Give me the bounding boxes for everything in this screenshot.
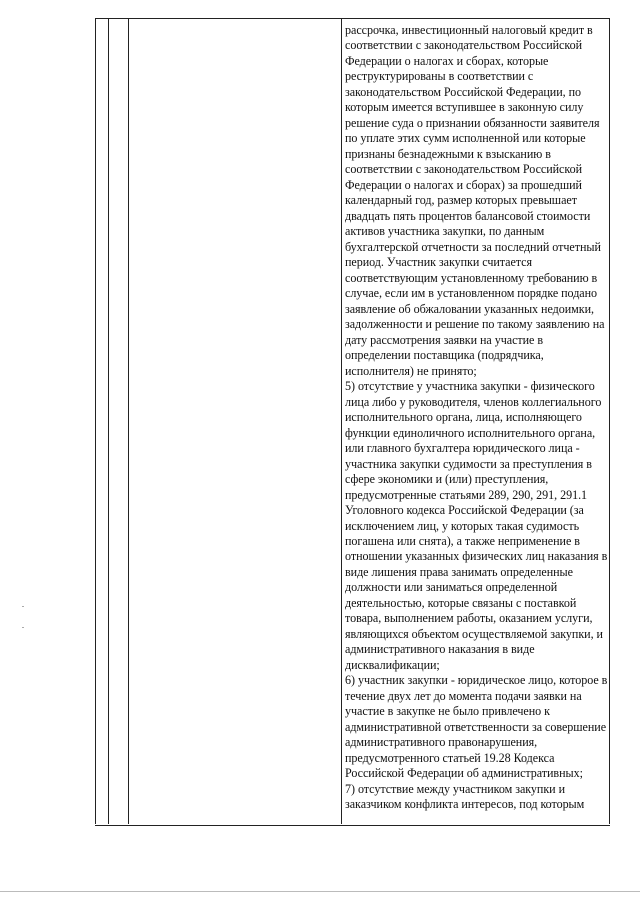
text-line: административного наказания в виде — [345, 642, 535, 657]
text-line: сфере экономики и (или) преступления, — [345, 472, 549, 487]
text-line: бухгалтерской отчетности за последний отчетный — [345, 239, 601, 254]
text-line: соответствующим установленному требованию в — [345, 270, 598, 285]
text-line: дату рассмотрения заявки на участие в — [345, 332, 543, 347]
text-line: Федерации о налогах и сборах, которые — [345, 53, 549, 68]
table-column-divider-3 — [341, 18, 342, 824]
text-line: исполнителя) не принято; — [345, 363, 477, 378]
text-line: Уголовного кодекса Российской Федерации (за — [345, 503, 584, 518]
text-line: дисквалификации; — [345, 657, 440, 672]
text-line: должности или заниматься определенной — [345, 580, 558, 595]
text-line: определении поставщика (подрядчика, — [345, 348, 544, 363]
text-line: течение двух лет до момента подачи заявки на — [345, 688, 582, 703]
text-line: виде лишения права занимать определенные — [345, 564, 573, 579]
text-line: законодательством Российской Федерации, по — [345, 84, 582, 99]
text-line: соответствии с законодательством Российской — [345, 162, 583, 177]
text-line: случае, если им в установленном порядке подано — [345, 286, 598, 301]
requirements-cell-text — [345, 23, 608, 813]
table-border-left — [95, 18, 96, 824]
text-line: по уплате этих сумм исполненной или которые — [345, 131, 586, 146]
text-line: участие в закупке не было привлечено к — [345, 704, 550, 719]
text-line: деятельностью, которые связаны с поставкой — [345, 595, 577, 610]
text-line: погашена или снята), а также неприменение в — [345, 533, 580, 548]
text-line: заказчиком конфликта интересов, под которым — [345, 797, 585, 812]
table-column-divider-1 — [108, 18, 109, 824]
text-line: исполнительного органа, лица, исполняющего — [345, 410, 582, 425]
text-line: лица либо у руководителя, членов коллегиального — [345, 394, 602, 409]
table-column-divider-2 — [128, 18, 129, 824]
text-line: исключением лиц, у которых такая судимость — [345, 518, 580, 533]
text-line: административного правонарушения, — [345, 735, 538, 750]
text-line: Российской Федерации об административных; — [345, 766, 583, 781]
text-line: которым имеется вступившее в законную силу — [345, 100, 584, 115]
text-line: период. Участник закупки считается — [345, 255, 533, 270]
text-line: административной ответственности за совершение — [345, 719, 607, 734]
text-line: Федерации о налогах и сборах) за прошедший — [345, 177, 582, 192]
text-line: или главного бухгалтера юридического лица - — [345, 441, 580, 456]
text-line: товара, выполнением работы, оказанием услуги, — [345, 611, 593, 626]
text-line: календарный год, размер которых превышает — [345, 193, 577, 208]
text-line: функции единоличного исполнительного органа, — [345, 425, 596, 440]
text-line: 7) отсутствие между участником закупки и — [345, 781, 565, 796]
text-line: реструктурированы в соответствии с — [345, 69, 534, 84]
scan-speck — [22, 627, 24, 628]
text-line: соответствии с законодательством Российской — [345, 38, 583, 53]
text-line: предусмотренные статьями 289, 290, 291, 291.1 — [345, 487, 588, 502]
text-line: признаны безнадежными к взысканию в — [345, 146, 551, 161]
table-border-right — [609, 18, 610, 824]
text-line: заявление об обжаловании указанных недоимки, — [345, 301, 594, 316]
text-line: являющихся объектом осуществляемой закупки, и — [345, 626, 603, 641]
text-line: двадцать пять процентов балансовой стоимости — [345, 208, 591, 223]
text-line: отношении указанных физических лиц наказания в — [345, 549, 608, 564]
text-line: активов участника закупки, по данным — [345, 224, 545, 239]
text-line: участника закупки судимости за преступления в — [345, 456, 592, 471]
text-line: 5) отсутствие у участника закупки - физического — [345, 379, 595, 394]
text-line: рассрочка, инвестиционный налоговый кредит в — [345, 23, 593, 37]
scan-speck — [22, 606, 24, 607]
text-line: 6) участник закупки - юридическое лицо, которое в — [345, 673, 608, 688]
scan-edge-line — [0, 891, 640, 892]
text-line: предусмотренного статьей 19.28 Кодекса — [345, 750, 555, 765]
text-line: решение суда о признании обязанности заявителя — [345, 115, 600, 130]
text-line: задолженности и решение по такому заявлению на — [345, 317, 605, 332]
